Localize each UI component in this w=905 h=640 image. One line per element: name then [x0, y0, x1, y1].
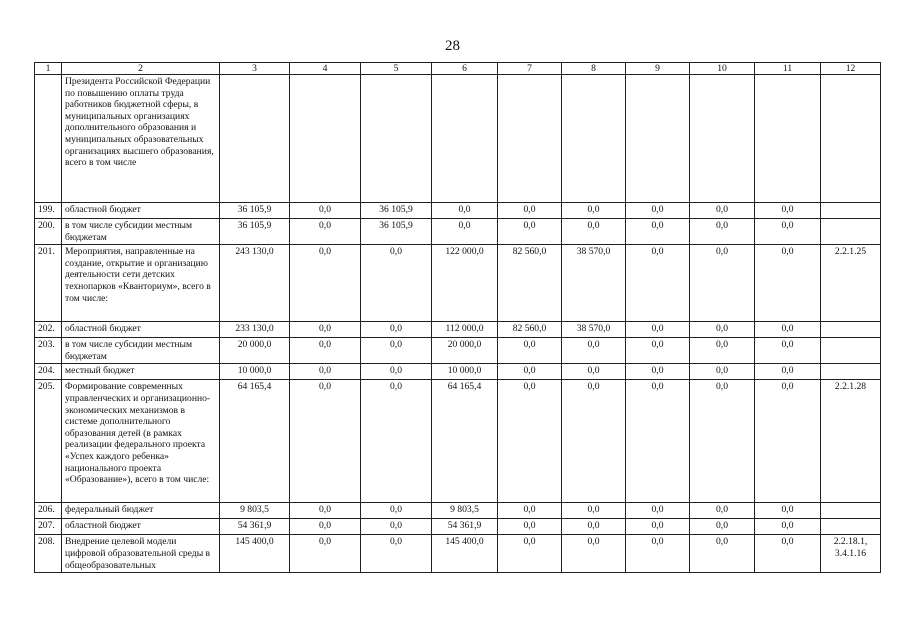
row-value-c7: 82 560,0	[498, 245, 562, 322]
row-value-c9: 0,0	[626, 503, 690, 519]
table-row	[35, 75, 881, 203]
row-value-c6	[432, 75, 498, 203]
row-value-c7: 82 560,0	[498, 322, 562, 338]
row-value-c6: 112 000,0	[432, 322, 498, 338]
table-row	[35, 535, 881, 573]
column-header-5: 5	[361, 63, 432, 75]
row-value-c7: 0,0	[498, 203, 562, 219]
row-value-c8: 38 570,0	[562, 322, 626, 338]
row-value-c11	[755, 75, 821, 203]
column-header-2: 2	[62, 63, 220, 75]
row-value-c6: 10 000,0	[432, 364, 498, 380]
row-description: в том числе субсидии местным бюджетам	[62, 219, 220, 245]
row-value-c8: 0,0	[562, 519, 626, 535]
row-value-c11: 0,0	[755, 203, 821, 219]
row-value-c3: 36 105,9	[220, 219, 290, 245]
row-value-c10: 0,0	[690, 535, 755, 573]
row-value-c6: 0,0	[432, 203, 498, 219]
column-header-4: 4	[290, 63, 361, 75]
row-value-c5: 36 105,9	[361, 203, 432, 219]
row-value-c7: 0,0	[498, 503, 562, 519]
row-description: Формирование современных управленческих и организационно-экономических механизмов в системе дополнительного образования детей (в рамках реализации федерального проекта «Успех каждого ребенка» национального проекта «Образование»), всего в том числе:	[62, 380, 220, 503]
row-value-c6: 0,0	[432, 219, 498, 245]
column-header-7: 7	[498, 63, 562, 75]
row-description: Внедрение целевой модели цифровой образовательной среды в общеобразовательных	[62, 535, 220, 573]
row-value-c4: 0,0	[290, 519, 361, 535]
row-value-c4: 0,0	[290, 503, 361, 519]
row-value-c7: 0,0	[498, 364, 562, 380]
row-value-c7	[498, 75, 562, 203]
column-header-12: 12	[821, 63, 881, 75]
row-value-c9: 0,0	[626, 380, 690, 503]
row-value-c10: 0,0	[690, 519, 755, 535]
column-header-8: 8	[562, 63, 626, 75]
row-number	[35, 75, 62, 203]
row-value-c9: 0,0	[626, 245, 690, 322]
row-value-c3	[220, 75, 290, 203]
row-value-c11: 0,0	[755, 338, 821, 364]
row-value-c5: 0,0	[361, 364, 432, 380]
row-code	[821, 503, 881, 519]
row-code	[821, 219, 881, 245]
row-value-c9: 0,0	[626, 535, 690, 573]
row-description: федеральный бюджет	[62, 503, 220, 519]
row-value-c4: 0,0	[290, 535, 361, 573]
row-code: 2.2.18.1, 3.4.1.16	[821, 535, 881, 573]
row-value-c4: 0,0	[290, 245, 361, 322]
row-code	[821, 203, 881, 219]
row-value-c6: 20 000,0	[432, 338, 498, 364]
row-value-c6: 64 165,4	[432, 380, 498, 503]
row-value-c10: 0,0	[690, 219, 755, 245]
row-value-c6: 145 400,0	[432, 535, 498, 573]
table-row	[35, 503, 881, 519]
row-number: 207.	[35, 519, 62, 535]
row-value-c8	[562, 75, 626, 203]
row-value-c5	[361, 75, 432, 203]
row-value-c7: 0,0	[498, 338, 562, 364]
row-value-c7: 0,0	[498, 219, 562, 245]
row-value-c9: 0,0	[626, 322, 690, 338]
row-value-c3: 9 803,5	[220, 503, 290, 519]
row-description: местный бюджет	[62, 364, 220, 380]
row-value-c3: 20 000,0	[220, 338, 290, 364]
row-value-c4: 0,0	[290, 380, 361, 503]
column-header-11: 11	[755, 63, 821, 75]
row-value-c10: 0,0	[690, 338, 755, 364]
row-value-c8: 0,0	[562, 535, 626, 573]
row-value-c10: 0,0	[690, 380, 755, 503]
row-description: Президента Российской Федерации по повышению оплаты труда работников бюджетной сферы, в муниципальных организациях дополнительного образования и муниципальных образовательных организациях высшего образования, всего в том числе	[62, 75, 220, 203]
row-value-c3: 145 400,0	[220, 535, 290, 573]
row-value-c5: 0,0	[361, 380, 432, 503]
row-value-c9: 0,0	[626, 219, 690, 245]
column-header-10: 10	[690, 63, 755, 75]
row-value-c8: 0,0	[562, 219, 626, 245]
row-value-c10: 0,0	[690, 322, 755, 338]
row-value-c3: 54 361,9	[220, 519, 290, 535]
column-header-3: 3	[220, 63, 290, 75]
row-value-c3: 64 165,4	[220, 380, 290, 503]
row-value-c6: 9 803,5	[432, 503, 498, 519]
table-header-row	[35, 63, 881, 75]
row-value-c11: 0,0	[755, 519, 821, 535]
row-value-c6: 54 361,9	[432, 519, 498, 535]
row-value-c8: 0,0	[562, 338, 626, 364]
row-value-c4: 0,0	[290, 364, 361, 380]
row-value-c4	[290, 75, 361, 203]
row-value-c11: 0,0	[755, 245, 821, 322]
page-number: 28	[445, 38, 460, 54]
row-value-c4: 0,0	[290, 322, 361, 338]
row-value-c7: 0,0	[498, 519, 562, 535]
row-code	[821, 519, 881, 535]
table-row	[35, 519, 881, 535]
row-value-c11: 0,0	[755, 364, 821, 380]
row-value-c10: 0,0	[690, 245, 755, 322]
row-value-c10: 0,0	[690, 503, 755, 519]
row-code: 2.2.1.25	[821, 245, 881, 322]
row-value-c9: 0,0	[626, 519, 690, 535]
row-value-c11: 0,0	[755, 380, 821, 503]
budget-table	[34, 62, 881, 573]
row-value-c9	[626, 75, 690, 203]
row-value-c3: 233 130,0	[220, 322, 290, 338]
row-number: 204.	[35, 364, 62, 380]
row-value-c3: 243 130,0	[220, 245, 290, 322]
row-value-c10	[690, 75, 755, 203]
row-value-c10: 0,0	[690, 203, 755, 219]
row-value-c5: 0,0	[361, 338, 432, 364]
row-value-c5: 0,0	[361, 245, 432, 322]
row-number: 200.	[35, 219, 62, 245]
row-value-c5: 0,0	[361, 535, 432, 573]
row-value-c6: 122 000,0	[432, 245, 498, 322]
table-row	[35, 245, 881, 322]
row-value-c11: 0,0	[755, 503, 821, 519]
row-value-c9: 0,0	[626, 338, 690, 364]
table-row	[35, 203, 881, 219]
row-value-c4: 0,0	[290, 219, 361, 245]
row-value-c3: 10 000,0	[220, 364, 290, 380]
row-code: 2.2.1.28	[821, 380, 881, 503]
row-value-c3: 36 105,9	[220, 203, 290, 219]
row-value-c11: 0,0	[755, 219, 821, 245]
row-value-c11: 0,0	[755, 322, 821, 338]
row-value-c5: 0,0	[361, 503, 432, 519]
table-row	[35, 219, 881, 245]
row-number: 201.	[35, 245, 62, 322]
row-number: 203.	[35, 338, 62, 364]
row-value-c8: 0,0	[562, 380, 626, 503]
table-row	[35, 364, 881, 380]
column-header-6: 6	[432, 63, 498, 75]
row-code	[821, 338, 881, 364]
row-value-c9: 0,0	[626, 364, 690, 380]
row-description: в том числе субсидии местным бюджетам	[62, 338, 220, 364]
row-value-c11: 0,0	[755, 535, 821, 573]
row-number: 205.	[35, 380, 62, 503]
row-value-c5: 0,0	[361, 322, 432, 338]
row-code	[821, 322, 881, 338]
row-description: областной бюджет	[62, 519, 220, 535]
row-value-c10: 0,0	[690, 364, 755, 380]
row-description: областной бюджет	[62, 322, 220, 338]
row-number: 202.	[35, 322, 62, 338]
row-description: Мероприятия, направленные на создание, открытие и организацию деятельности сети детских технопарков «Кванториум», всего в том числе:	[62, 245, 220, 322]
row-value-c8: 38 570,0	[562, 245, 626, 322]
row-value-c5: 0,0	[361, 519, 432, 535]
row-code	[821, 364, 881, 380]
row-value-c7: 0,0	[498, 535, 562, 573]
column-header-9: 9	[626, 63, 690, 75]
row-description: областной бюджет	[62, 203, 220, 219]
row-number: 208.	[35, 535, 62, 573]
table-row	[35, 380, 881, 503]
row-value-c5: 36 105,9	[361, 219, 432, 245]
row-value-c8: 0,0	[562, 364, 626, 380]
row-number: 206.	[35, 503, 62, 519]
row-code	[821, 75, 881, 203]
row-value-c8: 0,0	[562, 503, 626, 519]
table-row	[35, 322, 881, 338]
row-value-c8: 0,0	[562, 203, 626, 219]
row-value-c9: 0,0	[626, 203, 690, 219]
row-number: 199.	[35, 203, 62, 219]
table-row	[35, 338, 881, 364]
row-value-c4: 0,0	[290, 338, 361, 364]
column-header-1: 1	[35, 63, 62, 75]
row-value-c4: 0,0	[290, 203, 361, 219]
table-body	[35, 63, 881, 573]
row-value-c7: 0,0	[498, 380, 562, 503]
